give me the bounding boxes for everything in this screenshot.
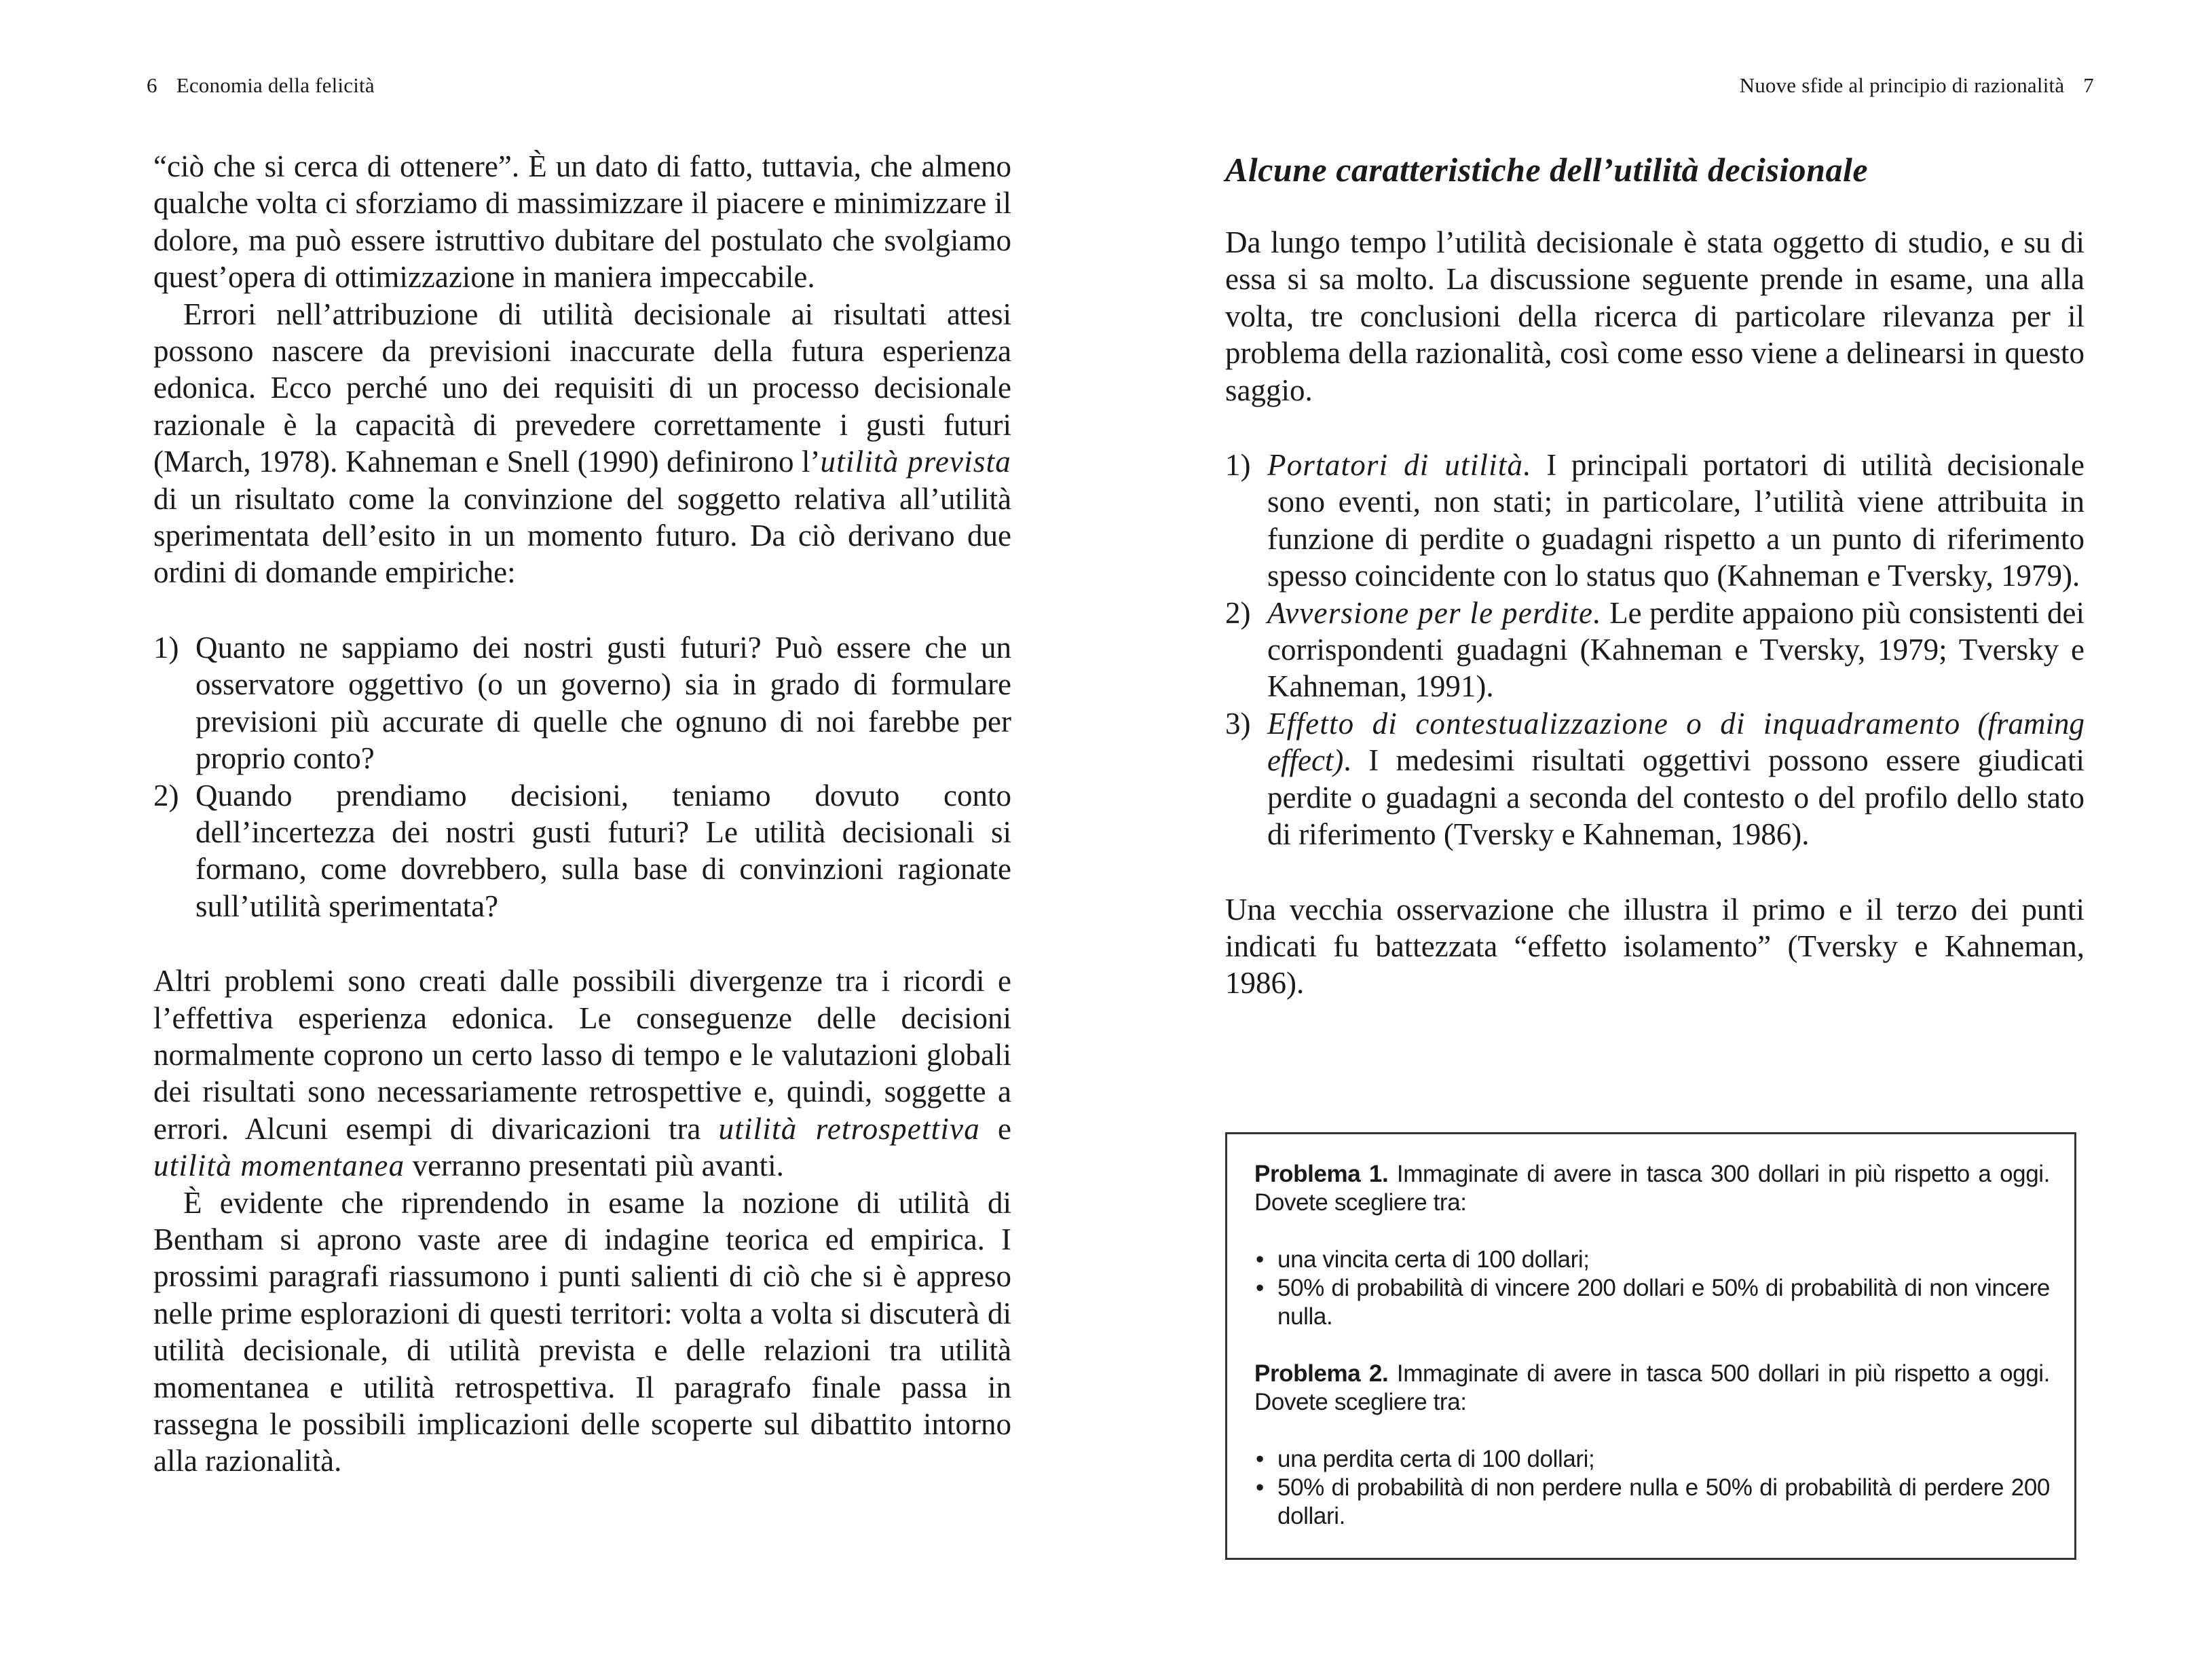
left-paragraph-4: È evidente che riprendendo in esame la nozione di utilità di Bentham si aprono vaste aree di indagine teorica ed empirica. I prossimi paragrafi riassumono i punti salienti di ciò che si è appreso nelle prime esplorazioni di questi territori: volta a volta si discuterà di utilità decisionale, di utilità prevista e delle relazioni tra utilità momentanea e utilità retrospettiva. Il paragrafo finale passa in rassegna le possibili implicazioni delle scoperte sul dibattito intorno alla razionalità.: [153, 1185, 1011, 1478]
list-item-term: Avversione per le perdite.: [1267, 595, 1602, 630]
spacer: [1254, 1417, 2050, 1445]
left-body-text: [153, 148, 1011, 1480]
spacer: [153, 925, 1011, 963]
right-running-head: [1740, 73, 2094, 98]
list-item-text: I principali portatori di utilità decisionale sono eventi, non stati; in particolare, l’utilità viene attribuita in funzione di perdite o guadagni rispetto a un punto di riferimento spesso coincidente con lo status quo (Kahneman e Tversky, 1979).: [1267, 448, 2085, 593]
option-text: 50% di probabilità di non perdere nulla e 50% di probabilità di perdere 200 dollari.: [1277, 1474, 2050, 1529]
spacer: [153, 591, 1011, 629]
term-utilita-momentanea: utilità momentanea: [153, 1149, 405, 1183]
list-item-number: 3): [1225, 706, 1251, 741]
spacer: [1225, 853, 2085, 891]
list-item-text: Quando prendiamo decisioni, teniamo dovuto conto dell’incertezza dei nostri gusti futuri? Le utilità decisionali si formano, come dovrebbero, sulla base di convinzioni ragionate sull’utilità sperimentata?: [195, 778, 1011, 923]
spacer: [1225, 190, 2085, 224]
problem-1-label: Problema 1.: [1254, 1161, 1389, 1187]
problem-2-text: Immaginate di avere in tasca 500 dollari in più rispetto a oggi. Dovete scegliere tra:: [1254, 1360, 2050, 1415]
right-findings-list: [1225, 447, 2085, 853]
spacer: [1254, 1217, 2050, 1246]
list-item-text: Le perdite appaiono più consistenti dei corrispondenti guadagni (Kahneman e Tversky, 1979; Tversky e Kahneman, 1991).: [1267, 595, 2085, 704]
right-header-title: Nuove sfide al principio di razionalità: [1739, 73, 2065, 97]
bullet-icon: •: [1256, 1275, 1264, 1301]
right-paragraph-2: Una vecchia osservazione che illustra il primo e il terzo dei punti indicati fu battezzata “effetto isolamento” (Tversky e Kahneman, 1986).: [1225, 892, 2085, 1001]
list-item: [153, 777, 1011, 925]
list-item: [1254, 1445, 2050, 1474]
problems-box: [1225, 1132, 2076, 1560]
term-utilita-retrospettiva: utilità retrospettiva: [718, 1111, 980, 1146]
right-page: [1103, 0, 2206, 1680]
left-paragraph-2-part-a: Errori nell’attribuzione di utilità decisionale ai risultati attesi possono nascere da previsioni inaccurate della futura esperienza edonica. Ecco perché uno dei requisiti di un processo decisionale razionale è la capacità di prevedere correttamente i gusti futuri (March, 1978). Kahneman e Snell (1990) definirono l’: [153, 297, 1011, 479]
spacer: [1225, 409, 2085, 447]
list-item-text: . I medesimi risultati oggettivi possono essere giudicati perdite o guadagni a seconda del contesto o del profilo dello stato di riferimento (Tversky e Kahneman, 1986).: [1267, 743, 2085, 852]
right-body-text: [1225, 149, 2085, 1002]
list-item-number: 1): [153, 630, 179, 665]
problem-2-options: [1254, 1445, 2050, 1531]
bullet-icon: •: [1256, 1246, 1264, 1273]
section-title: Alcune caratteristiche dell’utilità decisionale: [1225, 151, 1869, 189]
term-utilita-prevista: utilità prevista: [820, 445, 1011, 479]
list-item-number: 2): [1225, 595, 1251, 630]
list-item: [1254, 1474, 2050, 1531]
list-item-term: Portatori di utilità.: [1267, 448, 1532, 483]
list-item: [1225, 447, 2085, 595]
right-paragraph-1: Da lungo tempo l’utilità decisionale è stata oggetto di studio, e su di essa si sa molto. La discussione seguente prende in esame, una alla volta, tre conclusioni della ricerca di particolare rilevanza per il problema della razionalità, così come esso viene a delinearsi in questo saggio.: [1225, 225, 2085, 407]
list-item-text: Quanto ne sappiamo dei nostri gusti futuri? Può essere che un osservatore oggettivo (o un governo) sia in grado di formulare previsioni più accurate di quelle che ognuno di noi farebbe per proprio conto?: [195, 630, 1011, 776]
problem-2-label: Problema 2.: [1254, 1360, 1389, 1387]
left-paragraph-3: [153, 963, 1011, 1184]
list-item-number: 2): [153, 778, 179, 813]
list-item: [1254, 1246, 2050, 1274]
left-paragraph-3-part-a: Altri problemi sono creati dalle possibili divergenze tra i ricordi e l’effettiva esperienza edonica. Le conseguenze delle decisioni normalmente coprono un certo lasso di tempo e le valutazioni globali dei risultati sono necessariamente retrospettive e, quindi, soggette a errori. Alcuni esempi di divaricazioni tra: [153, 964, 1011, 1146]
problem-1-options: [1254, 1246, 2050, 1331]
left-paragraph-3-part-b: verranno presentati più avanti.: [405, 1149, 784, 1183]
option-text: una vincita certa di 100 dollari;: [1277, 1246, 1590, 1273]
left-header-title: Economia della felicità: [176, 73, 375, 97]
problem-1: [1254, 1160, 2050, 1217]
list-item: [1225, 705, 2085, 853]
left-running-head: [147, 73, 375, 98]
problem-1-text: Immaginate di avere in tasca 300 dollari in più rispetto a oggi. Dovete scegliere tra:: [1254, 1161, 2050, 1216]
left-paragraph-3-join: e: [979, 1111, 1011, 1146]
list-item: [1254, 1274, 2050, 1331]
left-question-list: [153, 629, 1011, 925]
left-paragraph-2: [153, 296, 1011, 591]
spacer: [1254, 1331, 2050, 1360]
list-item-term-framing: (framing effect): [1267, 706, 2085, 778]
right-page-number: 7: [2083, 73, 2094, 97]
option-text: 50% di probabilità di vincere 200 dollari e 50% di probabilità di non vincere nulla.: [1277, 1275, 2050, 1330]
list-item: [153, 629, 1011, 777]
left-paragraph-1: “ciò che si cerca di ottenere”. È un dato di fatto, tuttavia, che almeno qualche volta ci sforziamo di massimizzare il piacere e minimizzare il dolore, ma può essere istruttivo dubitare del postulato che svolgiamo quest’opera di ottimizzazione in maniera impeccabile.: [153, 149, 1011, 295]
bullet-icon: •: [1256, 1474, 1264, 1501]
list-item-term: Effetto di contestualizzazione o di inquadramento: [1267, 706, 1961, 741]
bullet-icon: •: [1256, 1446, 1264, 1472]
list-item: [1225, 595, 2085, 705]
option-text: una perdita certa di 100 dollari;: [1277, 1446, 1595, 1472]
problem-2: [1254, 1360, 2050, 1417]
left-page-number: 6: [147, 73, 157, 97]
left-paragraph-2-part-b: di un risultato come la convinzione del soggetto relativa all’utilità sperimentata dell’esito in un momento futuro. Da ciò derivano due ordini di domande empiriche:: [153, 481, 1011, 590]
list-item-number: 1): [1225, 448, 1251, 483]
